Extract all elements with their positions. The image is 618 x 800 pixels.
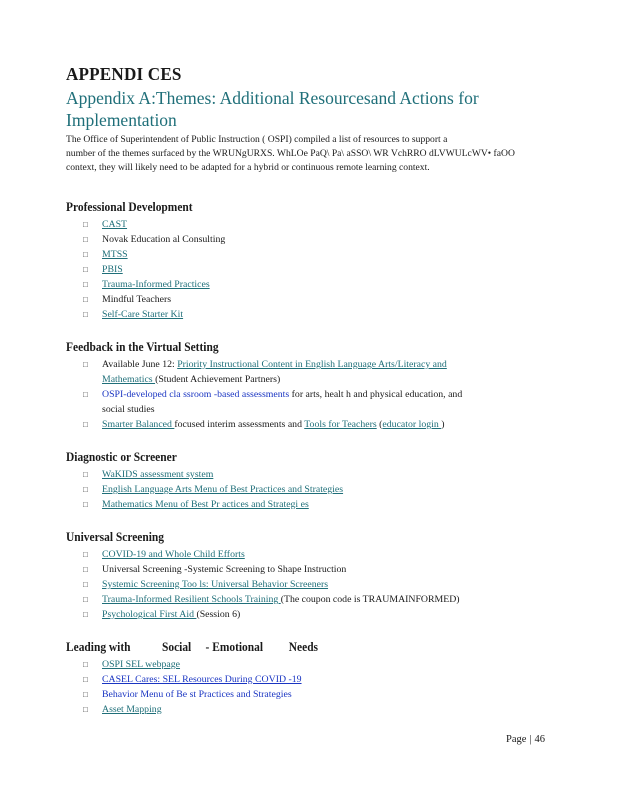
link-ospi-classroom-assessments[interactable]: OSPI-developed cla ssroom -based assessments [102,389,292,400]
document-page [66,64,586,717]
section-title: Leading with Social - Emotional Needs [66,639,319,654]
text-universal-screening: Universal Screening -Systemic Screening to Shape Instruction [102,564,347,575]
section-feedback-virtual [66,339,586,432]
section-title: Diagnostic or Screener [66,449,177,464]
list-item [66,607,586,622]
checkbox-bullet-icon: □ [83,220,88,229]
section-universal-screening [66,529,586,622]
text-student-achievement: (Student Achievement Partners) [155,374,281,385]
list-item [66,417,586,432]
checkbox-bullet-icon: □ [83,675,88,684]
intro-line-2: number of the themes surfaced by the WRUNgURXS. WhLOe PaQ\ Pa\ aSSO\ WR VchRRO dLVWULcWV• faOO [66,148,515,159]
checkbox-bullet-icon: □ [83,360,88,369]
checkbox-bullet-icon: □ [83,500,88,509]
checkbox-bullet-icon: □ [83,690,88,699]
checkbox-bullet-icon: □ [83,610,88,619]
link-ela-menu[interactable]: English Language Arts Menu of Best Practices and Strategies [102,484,344,495]
text-mindful-teachers: Mindful Teachers [102,294,172,305]
paren-open: ( [376,419,383,430]
checkbox-bullet-icon: □ [83,265,88,274]
link-wakids[interactable]: WaKIDS assessment system [102,469,214,480]
text-social-studies: social studies [102,404,155,415]
section-social-emotional [66,639,586,717]
text-novak: Novak Education al Consulting [102,234,226,245]
link-educator-login[interactable]: educator login [382,419,442,430]
link-priority-instructional-content[interactable]: Priority Instructional Content in English Language Arts/Literacy and [177,359,447,370]
link-self-care-starter-kit[interactable]: Self-Care Starter Kit [102,309,184,320]
list-item [66,292,586,307]
link-ospi-sel-webpage[interactable]: OSPI SEL webpage [102,659,181,670]
page-number: 46 [534,734,546,745]
link-cast[interactable]: CAST [102,219,128,230]
checkbox-bullet-icon: □ [83,660,88,669]
checkbox-bullet-icon: □ [83,235,88,244]
section-professional-development [66,199,586,322]
link-systemic-screening-tools[interactable]: Systemic Screening Too ls: Universal Behavior Screeners [102,579,329,590]
list-item [66,577,586,592]
link-trauma-resilient-training[interactable]: Trauma-Informed Resilient Schools Training [102,594,281,605]
section-title: Feedback in the Virtual Setting [66,339,219,354]
link-mathematics[interactable]: Mathematics [102,374,156,385]
checkbox-bullet-icon: □ [83,295,88,304]
list-item [66,232,586,247]
list-item [66,657,586,672]
checkbox-bullet-icon: □ [83,280,88,289]
list-item [66,562,586,577]
link-behavior-menu[interactable]: Behavior Menu of Be st Practices and Strategies [102,689,292,700]
list-item [66,687,586,702]
checkbox-bullet-icon: □ [83,470,88,479]
list-item [66,482,586,497]
checkbox-bullet-icon: □ [83,565,88,574]
resource-list [66,657,586,717]
intro-line-1: The Office of Superintendent of Public Instruction ( OSPI) compiled a list of resources to support a [66,134,448,145]
appendix-title-line1: Appendix A:Themes: Additional Resourcesand Actions for [66,88,479,108]
resource-list [66,357,586,432]
list-item [66,497,586,512]
resource-list [66,467,586,512]
list-item [66,672,586,687]
checkbox-bullet-icon: □ [83,310,88,319]
section-diagnostic-screener [66,449,586,512]
list-item [66,247,586,262]
checkbox-bullet-icon: □ [83,705,88,714]
list-item [66,387,586,417]
link-psychological-first-aid[interactable]: Psychological First Aid [102,609,197,620]
text-session-6: (Session 6) [196,609,241,620]
list-item [66,702,586,717]
paren-close: ) [441,419,445,430]
resource-list [66,547,586,622]
list-item [66,307,586,322]
list-item [66,547,586,562]
page-label: Page [506,734,527,745]
link-casel-cares[interactable]: CASEL Cares: SEL Resources During COVID -19 [102,674,302,685]
link-tools-for-teachers[interactable]: Tools for Teachers [304,419,377,430]
link-pbis[interactable]: PBIS [102,264,123,275]
link-covid-whole-child[interactable]: COVID-19 and Whole Child Efforts [102,549,245,560]
page-separator: | [529,734,532,745]
page-footer [506,734,545,745]
appendix-title-line2: Implementation [66,110,177,130]
appendices-heading: APPENDI CES [66,64,182,84]
intro-line-3: context, they will likely need to be adapted for a hybrid or continuous remote learning context. [66,162,430,173]
list-item [66,467,586,482]
link-math-menu[interactable]: Mathematics Menu of Best Pr actices and Strategi es [102,499,309,510]
text-coupon-code: (The coupon code is TRAUMAINFORMED) [280,594,460,605]
checkbox-bullet-icon: □ [83,390,88,399]
list-item [66,592,586,607]
checkbox-bullet-icon: □ [83,595,88,604]
list-item [66,262,586,277]
text-arts-health: for arts, healt h and physical education, and [291,389,463,400]
checkbox-bullet-icon: □ [83,550,88,559]
checkbox-bullet-icon: □ [83,485,88,494]
text-focused-interim: focused interim assessments and [174,419,305,430]
text-available-june: Available June 12: [102,359,178,370]
resource-list [66,217,586,322]
list-item [66,357,586,387]
checkbox-bullet-icon: □ [83,420,88,429]
link-mtss[interactable]: MTSS [102,249,128,260]
section-title: Universal Screening [66,529,164,544]
section-title: Professional Development [66,199,193,214]
link-smarter-balanced[interactable]: Smarter Balanced [102,419,175,430]
link-trauma-informed-practices[interactable]: Trauma-Informed Practices [102,279,210,290]
checkbox-bullet-icon: □ [83,580,88,589]
link-asset-mapping[interactable]: Asset Mapping [102,704,162,715]
list-item [66,217,586,232]
list-item [66,277,586,292]
checkbox-bullet-icon: □ [83,250,88,259]
